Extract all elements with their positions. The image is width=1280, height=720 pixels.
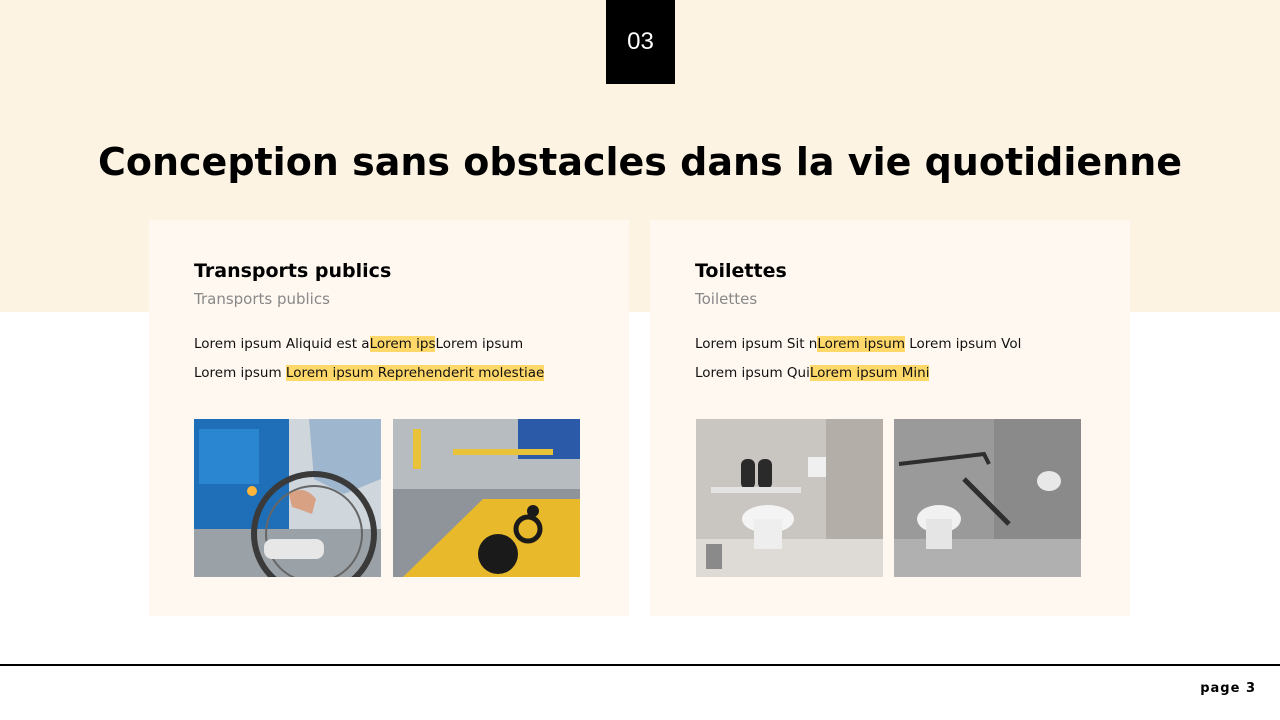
wheelchair-bus-photo	[194, 419, 381, 577]
urinal-grab-bar-photo	[894, 419, 1081, 577]
card-subtitle: Transports publics	[194, 290, 330, 308]
card-title: Toilettes	[695, 260, 787, 282]
card-text-line	[695, 360, 929, 386]
page-footer: page 3	[1200, 681, 1256, 696]
card-text-line	[194, 360, 544, 386]
card-toilets	[650, 220, 1130, 616]
text-segment: Lorem ipsum Vol	[904, 336, 1022, 352]
highlighted-text: Lorem ips	[369, 336, 436, 352]
card-public-transport	[149, 220, 629, 616]
text-segment: Lorem ipsum Aliquid est a	[194, 336, 370, 352]
section-number: 03	[627, 28, 654, 55]
slide-title: Conception sans obstacles dans la vie quotidienne	[97, 140, 1183, 184]
section-number-badge	[606, 0, 675, 84]
card-text-line	[695, 331, 1021, 357]
card-text-line	[194, 331, 523, 357]
card-subtitle: Toilettes	[695, 290, 758, 308]
highlighted-text: Lorem ipsum Reprehenderit molestiae	[285, 365, 545, 381]
footer-divider	[0, 664, 1280, 666]
bus-wheelchair-space-photo	[393, 419, 580, 577]
accessible-toilet-photo	[696, 419, 883, 577]
text-segment: Lorem ipsum Qui	[695, 365, 810, 381]
text-segment: Lorem ipsum	[194, 365, 286, 381]
card-title: Transports publics	[194, 260, 392, 282]
text-segment: Lorem ipsum Sit n	[695, 336, 818, 352]
highlighted-text: Lorem ipsum	[817, 336, 905, 352]
text-segment: Lorem ipsum	[435, 336, 524, 352]
highlighted-text: Lorem ipsum Mini	[809, 365, 930, 381]
